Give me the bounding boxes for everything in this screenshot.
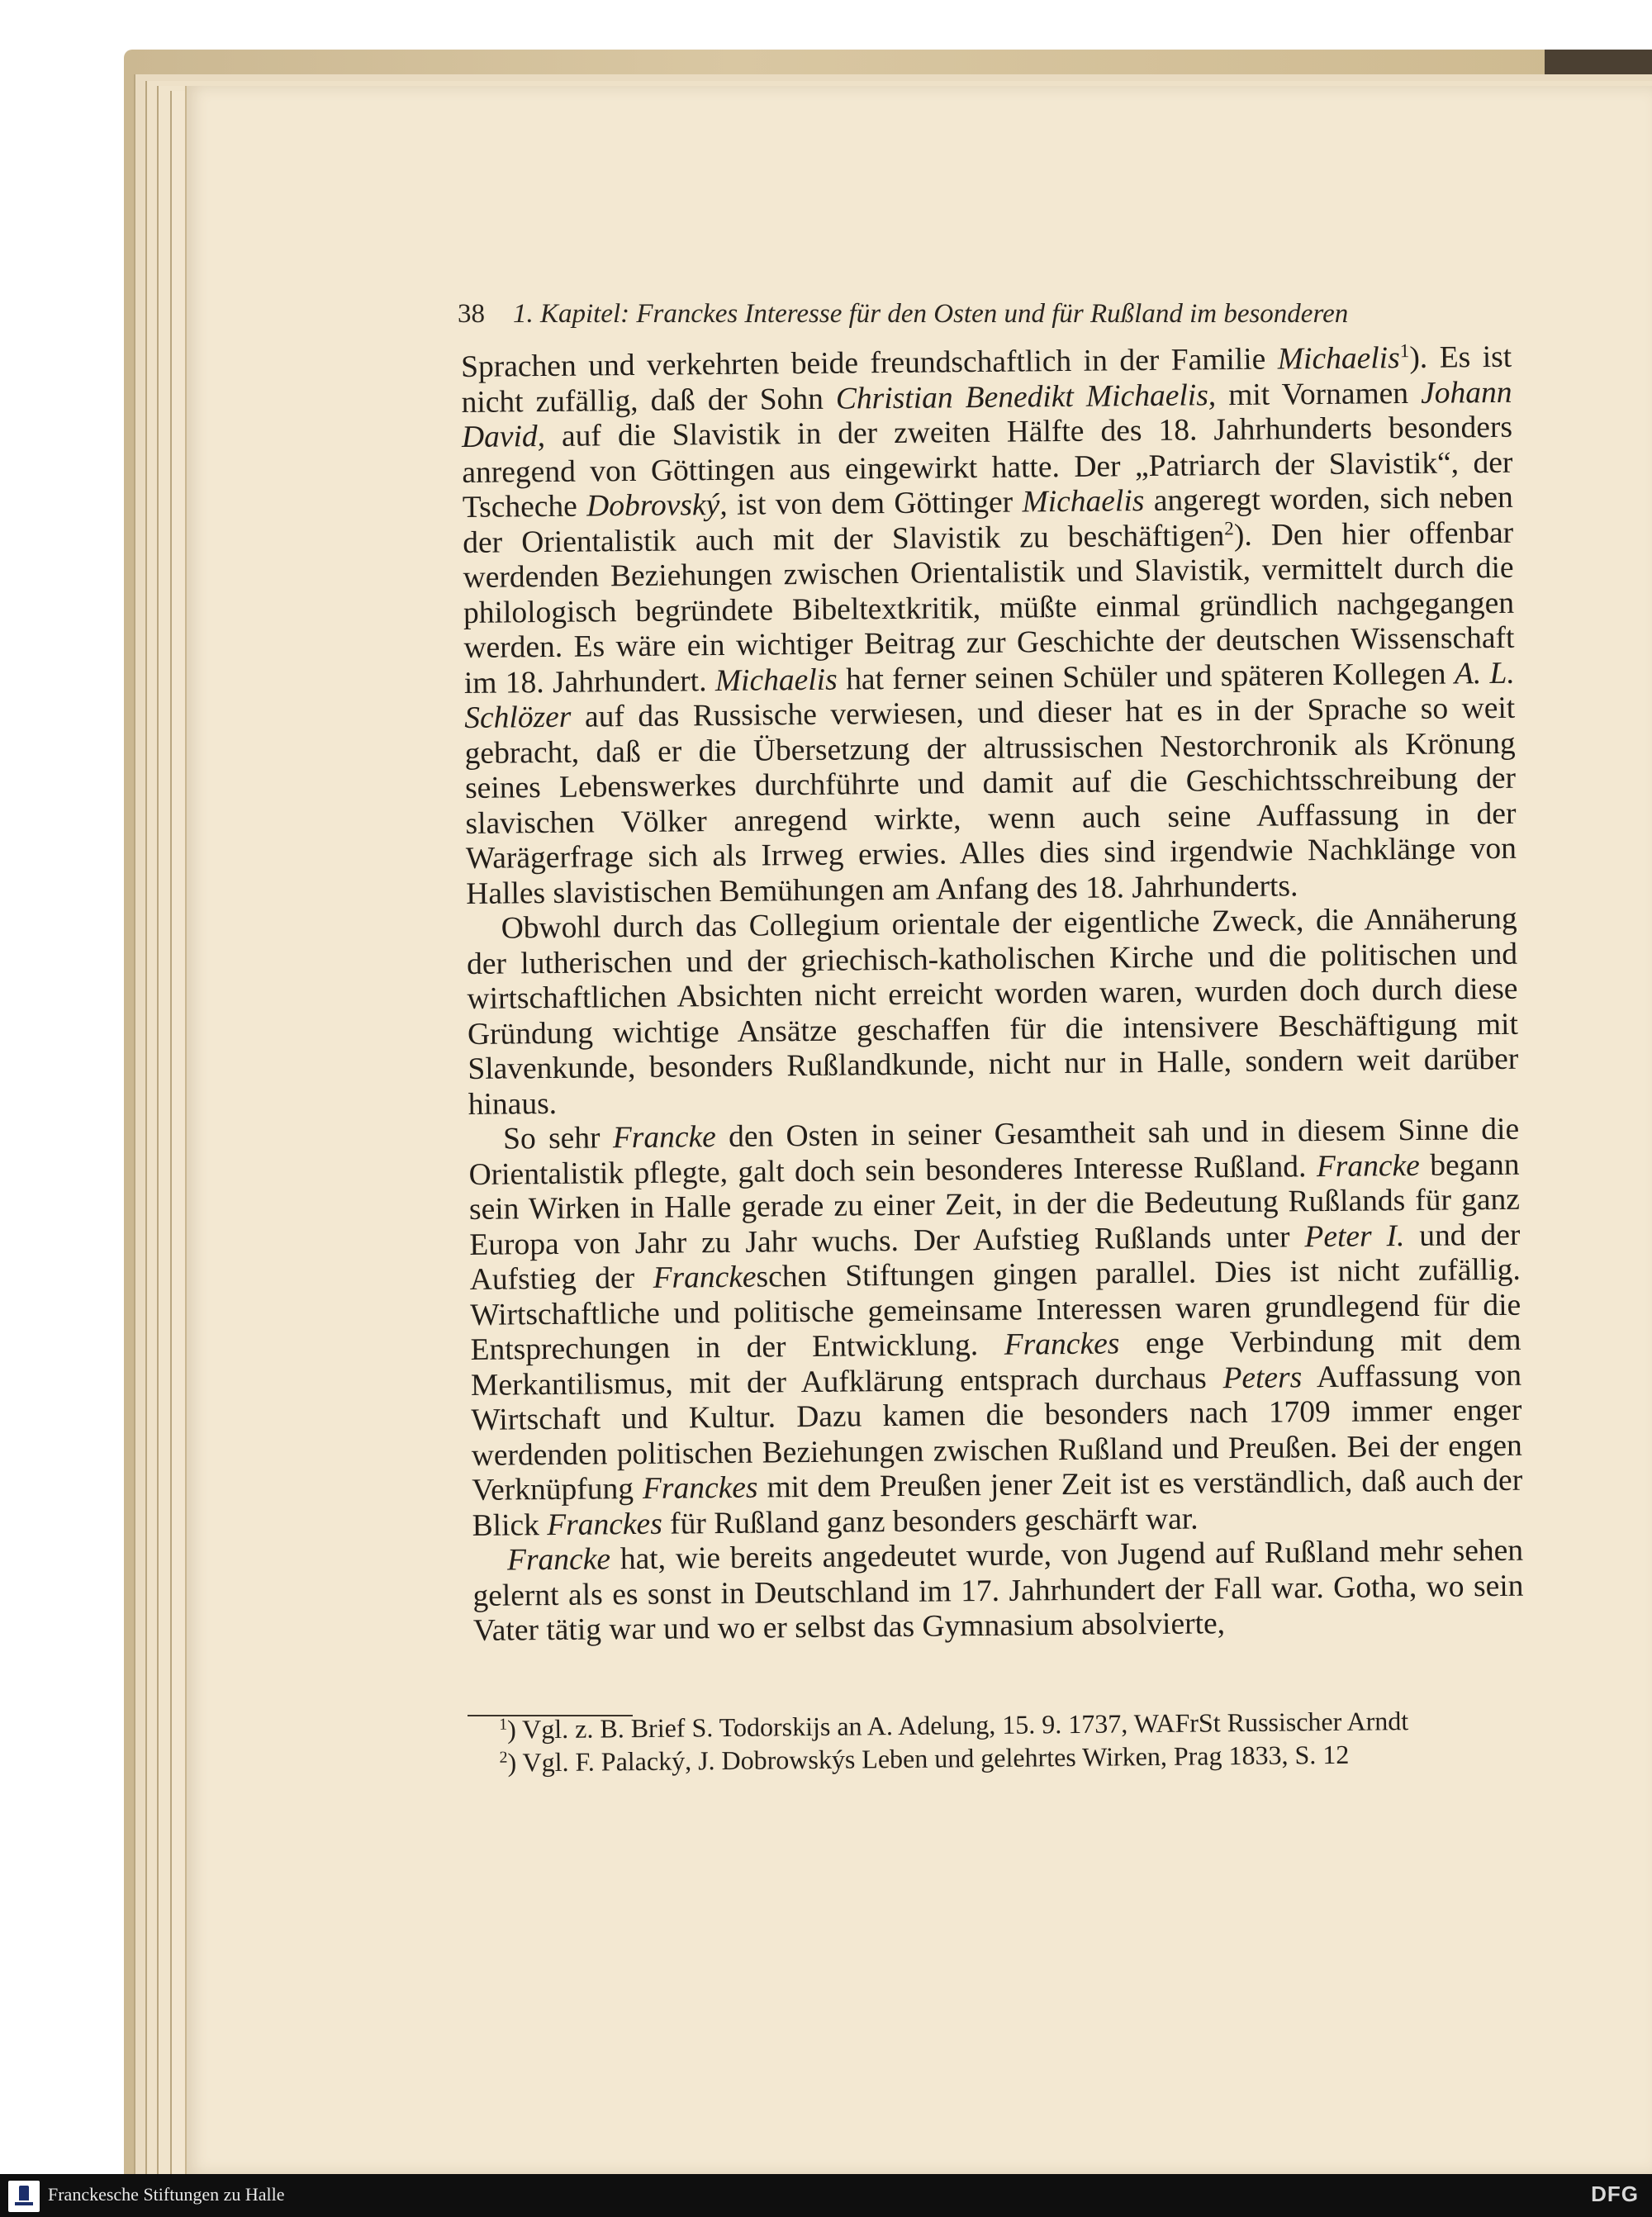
italic-name: Dobrovský, <box>586 487 728 524</box>
footnote-ref: 2 <box>1224 517 1234 539</box>
italic-name: Peter I. <box>1304 1218 1405 1254</box>
footnote-text: ) Vgl. F. Palacký, J. Dobrowskýs Leben und gelehrtes Wirken, Prag 1833, S. 12 <box>507 1739 1350 1778</box>
francke-foundation-logo-icon[interactable] <box>8 2181 40 2212</box>
text-run: hat ferner seinen Schüler und späteren Kollegen <box>837 656 1455 697</box>
text-run: ist von dem Göttinger <box>727 485 1023 522</box>
italic-name: Michaelis <box>1277 341 1400 377</box>
text-run: angeregt worden, sich neben der Orientalistik auch mit der Slavistik zu beschäftigen <box>463 480 1513 560</box>
italic-name: Francke <box>506 1542 611 1578</box>
text-run: begann sein Wirken in Halle gerade zu einer Zeit, in der die Bedeutung Rußlands für ganz Europa von Jahr zu Jahr wuchs. Der Aufstieg Rußlands unter <box>468 1147 1521 1262</box>
italic-name: Johann David, <box>461 375 1512 454</box>
text-run: mit Vornamen <box>1215 376 1422 412</box>
italic-name: Christian Benedikt Michaelis, <box>835 377 1217 416</box>
italic-name: Michaelis <box>714 662 838 698</box>
text-run: hat, wie bereits angedeutet wurde, von Jugend auf Rußland mehr sehen gelernt als es sonst in Deutschland im 17. Jahrhundert der Fall war. Gotha, wo sein Vater tätig war und wo er selbst das Gymnasium absolvierte, <box>472 1533 1524 1648</box>
text-run: ). Es ist nicht zufällig, daß der Sohn <box>461 339 1512 420</box>
footnote-mark: 1 <box>499 1715 508 1734</box>
dfg-logo[interactable]: DFG <box>1591 2181 1639 2206</box>
paragraph: Obwohl durch das Collegium orientale der eigentliche Zweck, die Annäherung der lutherischen und der griechisch-katholischen Kirche und die politischen und wirtschaftlichen Absichten nicht erreicht worden waren, wurden doch durch diese Gründung wichtige Ansätze geschaffen für die intensivere Beschäftigung mit Slavenkunde, besonders Rußlandkunde, nicht nur in Halle, sondern weit darüber hinaus. <box>466 901 1519 1122</box>
paragraph <box>461 340 1517 912</box>
text-run: enge Verbindung mit dem Merkantilismus, mit der Aufklärung entsprach durchaus <box>470 1322 1521 1403</box>
italic-name: Francke <box>612 1120 716 1156</box>
italic-name: A. L. Schlözer <box>464 656 1516 735</box>
body-text <box>461 340 1524 1650</box>
text-run: So sehr <box>502 1121 614 1156</box>
paragraph <box>468 1113 1523 1544</box>
logo-mark <box>19 2186 29 2200</box>
text-run: und der Aufstieg der <box>469 1218 1521 1297</box>
logo-base <box>15 2202 33 2205</box>
text-run: ). Den hier offenbar werdenden Beziehungen zwischen Orientalistik und Slavistik, vermittelt durch die philologisch begründete Bibeltextkritik, müßte einmal gründlich nachgegangen werden. Es wäre ein wichtiger Beitrag zur Geschichte der deutschen Wissenschaft im 18. Jahrhundert. <box>463 515 1515 700</box>
text-run: auf die Slavistik in der zweiten Hälfte des 18. Jahrhunderts besonders anregend von Göttingen aus eingewirkt hatte. Der „Patriarch der Slavistik“, der Tscheche <box>462 410 1513 525</box>
footnote-mark: 2 <box>499 1748 508 1767</box>
footnotes <box>472 1703 1516 1779</box>
text-run: Sprachen und verkehrten beide freundschaftlich in der Familie <box>461 342 1279 384</box>
text-run: den Osten in seiner Gesamtheit sah und in diesem Sinne die Orientalistik pflegte, galt doch sein besonderes Interesse Rußland. <box>468 1112 1520 1192</box>
italic-name: Michaelis <box>1022 484 1145 520</box>
text-run: für Rußland ganz besonders geschärft war. <box>662 1501 1199 1541</box>
text-run: Auffassung von Wirtschaft und Kultur. Dazu kamen die besonders nach 1709 immer enger werdenden politischen Beziehungen zwischen Rußland und Preußen. Bei der engen Verknüpfung <box>471 1358 1522 1507</box>
running-head <box>458 299 1449 330</box>
text-run: mit dem Preußen jener Zeit ist es verständlich, daß auch der Blick <box>472 1463 1523 1543</box>
institution-link[interactable]: Franckesche Stiftungen zu Halle <box>48 2184 285 2205</box>
italic-name: Franckes <box>642 1470 758 1506</box>
viewer-footer-bar <box>0 2174 1652 2217</box>
page-number: 38 <box>458 299 485 329</box>
italic-name: Peters <box>1222 1360 1303 1395</box>
text-run: auf das Russische verwiesen, und dieser hat es in der Sprache so weit gebracht, daß er die Übersetzung der altrussischen Nestorchronik als Krönung seines Lebenswerkes durchführte und damit auf die Geschichtsschreibung der slavischen Völker anregend wirkte, wenn auch seine Auffassung in der Warägerfrage sich als Irrweg erwies. Alles dies sind irgendwie Nachklänge von Halles slavistischen Bemühungen am Anfang des 18. Jahrhunderts. <box>464 691 1517 911</box>
italic-name: Franckes <box>1004 1327 1120 1362</box>
footnote-ref: 1 <box>1399 340 1410 363</box>
footnote-text: ) Vgl. z. B. Brief S. Todorskijs an A. Adelung, 15. 9. 1737, WAFrSt Russischer Arndt <box>506 1706 1409 1745</box>
italic-name: Francke <box>1316 1148 1420 1184</box>
chapter-title: 1. Kapitel: Franckes Interesse für den Osten und für Rußland im besonderen <box>513 299 1349 329</box>
italic-name: Francke <box>653 1260 757 1295</box>
text-run: schen Stiftungen gingen parallel. Dies ist nicht zufällig. Wirtschaftliche und politische gemeinsame Interessen waren grundlegend für die Entsprechungen in der Entwicklung. <box>470 1252 1521 1367</box>
paragraph <box>472 1534 1524 1650</box>
italic-name: Franckes <box>547 1507 663 1542</box>
